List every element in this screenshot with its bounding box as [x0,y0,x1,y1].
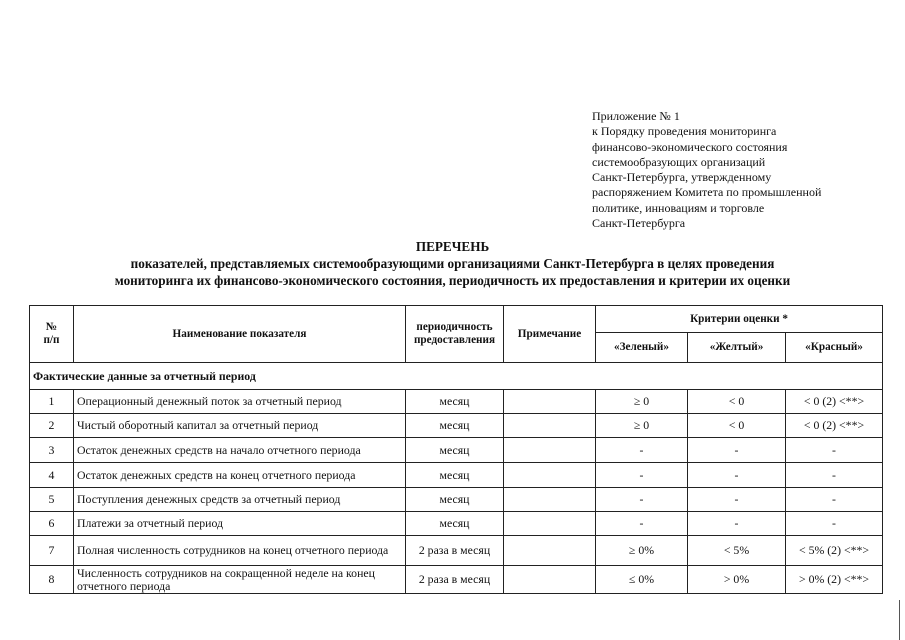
appendix-line: финансово-экономического состояния [592,139,788,154]
indicators-table [29,305,883,594]
row-red-criterion: > 0% (2) <**> [786,566,883,594]
row-periodicity: месяц [406,390,504,414]
row-note [504,488,596,512]
row-note [504,536,596,566]
appendix-line: Санкт-Петербурга, утвержденному [592,170,772,185]
row-periodicity: месяц [406,414,504,438]
table-row [30,414,883,438]
header-number: № п/п [30,306,74,363]
appendix-line: системообразующих организаций [592,154,766,169]
row-green-criterion: ≥ 0% [596,536,688,566]
appendix-line: распоряжением Комитета по промышленной [592,185,822,200]
row-red-criterion: - [786,463,883,488]
row-note [504,463,596,488]
row-number: 7 [30,536,74,566]
row-indicator-name: Численность сотрудников на сокращенной неделе на конец отчетного периода [74,566,406,594]
row-red-criterion: - [786,512,883,536]
row-number: 8 [30,566,74,594]
row-periodicity: месяц [406,463,504,488]
row-periodicity: месяц [406,438,504,463]
row-indicator-name: Полная численность сотрудников на конец отчетного периода [74,536,406,566]
appendix-reference [592,109,892,231]
document-subtitle-line-1: показателей, представляемых системообразующими организациями Санкт-Петербурга в целях проведения [130,256,775,271]
row-note [504,414,596,438]
row-periodicity: месяц [406,512,504,536]
row-number: 2 [30,414,74,438]
row-green-criterion: - [596,488,688,512]
row-green-criterion: - [596,463,688,488]
row-red-criterion: - [786,438,883,463]
document-title: ПЕРЕЧЕНЬ [415,239,490,254]
row-green-criterion: - [596,438,688,463]
row-green-criterion: ≤ 0% [596,566,688,594]
row-note [504,566,596,594]
row-red-criterion: < 5% (2) <**> [786,536,883,566]
header-periodicity: периодичность предоставления [406,306,504,363]
row-note [504,390,596,414]
row-indicator-name: Поступления денежных средств за отчетный период [74,488,406,512]
row-note [504,512,596,536]
row-red-criterion: < 0 (2) <**> [786,390,883,414]
row-number: 3 [30,438,74,463]
row-green-criterion: - [596,512,688,536]
table-row [30,463,883,488]
header-note: Примечание [504,306,596,363]
header-red: «Красный» [786,333,883,363]
section-row [30,363,883,390]
row-periodicity: месяц [406,488,504,512]
row-number: 4 [30,463,74,488]
row-yellow-criterion: < 0 [688,390,786,414]
header-green: «Зеленый» [596,333,688,363]
table-row [30,566,883,594]
appendix-line: к Порядку проведения мониторинга [592,124,777,139]
row-yellow-criterion: - [688,463,786,488]
header-yellow: «Желтый» [688,333,786,363]
row-indicator-name: Остаток денежных средств на начало отчетного периода [74,438,406,463]
table-row [30,438,883,463]
section-title: Фактические данные за отчетный период [30,363,883,390]
row-yellow-criterion: - [688,438,786,463]
row-yellow-criterion: < 5% [688,536,786,566]
appendix-line: Санкт-Петербурга [592,216,686,231]
row-yellow-criterion: < 0 [688,414,786,438]
table-row [30,488,883,512]
row-number: 5 [30,488,74,512]
row-yellow-criterion: - [688,512,786,536]
row-indicator-name: Платежи за отчетный период [74,512,406,536]
appendix-line: политике, инновациям и торговле [592,200,765,215]
row-indicator-name: Чистый оборотный капитал за отчетный период [74,414,406,438]
row-number: 1 [30,390,74,414]
row-green-criterion: ≥ 0 [596,390,688,414]
document-heading [0,238,905,289]
table-row [30,512,883,536]
row-red-criterion: - [786,488,883,512]
table-row [30,536,883,566]
row-note [504,438,596,463]
header-name: Наименование показателя [74,306,406,363]
row-green-criterion: ≥ 0 [596,414,688,438]
appendix-line: Приложение № 1 [592,109,680,123]
row-indicator-name: Операционный денежный поток за отчетный период [74,390,406,414]
row-periodicity: 2 раза в месяц [406,536,504,566]
document-subtitle-line-2: мониторинга их финансово-экономического состояния, периодичность их предоставления и критерии их оценки [114,273,791,288]
scan-edge-line [899,600,900,640]
table-row [30,390,883,414]
row-indicator-name: Остаток денежных средств на конец отчетного периода [74,463,406,488]
row-yellow-criterion: > 0% [688,566,786,594]
header-row-top [30,306,883,333]
row-red-criterion: < 0 (2) <**> [786,414,883,438]
row-number: 6 [30,512,74,536]
row-periodicity: 2 раза в месяц [406,566,504,594]
header-criteria: Критерии оценки * [596,306,883,333]
row-yellow-criterion: - [688,488,786,512]
